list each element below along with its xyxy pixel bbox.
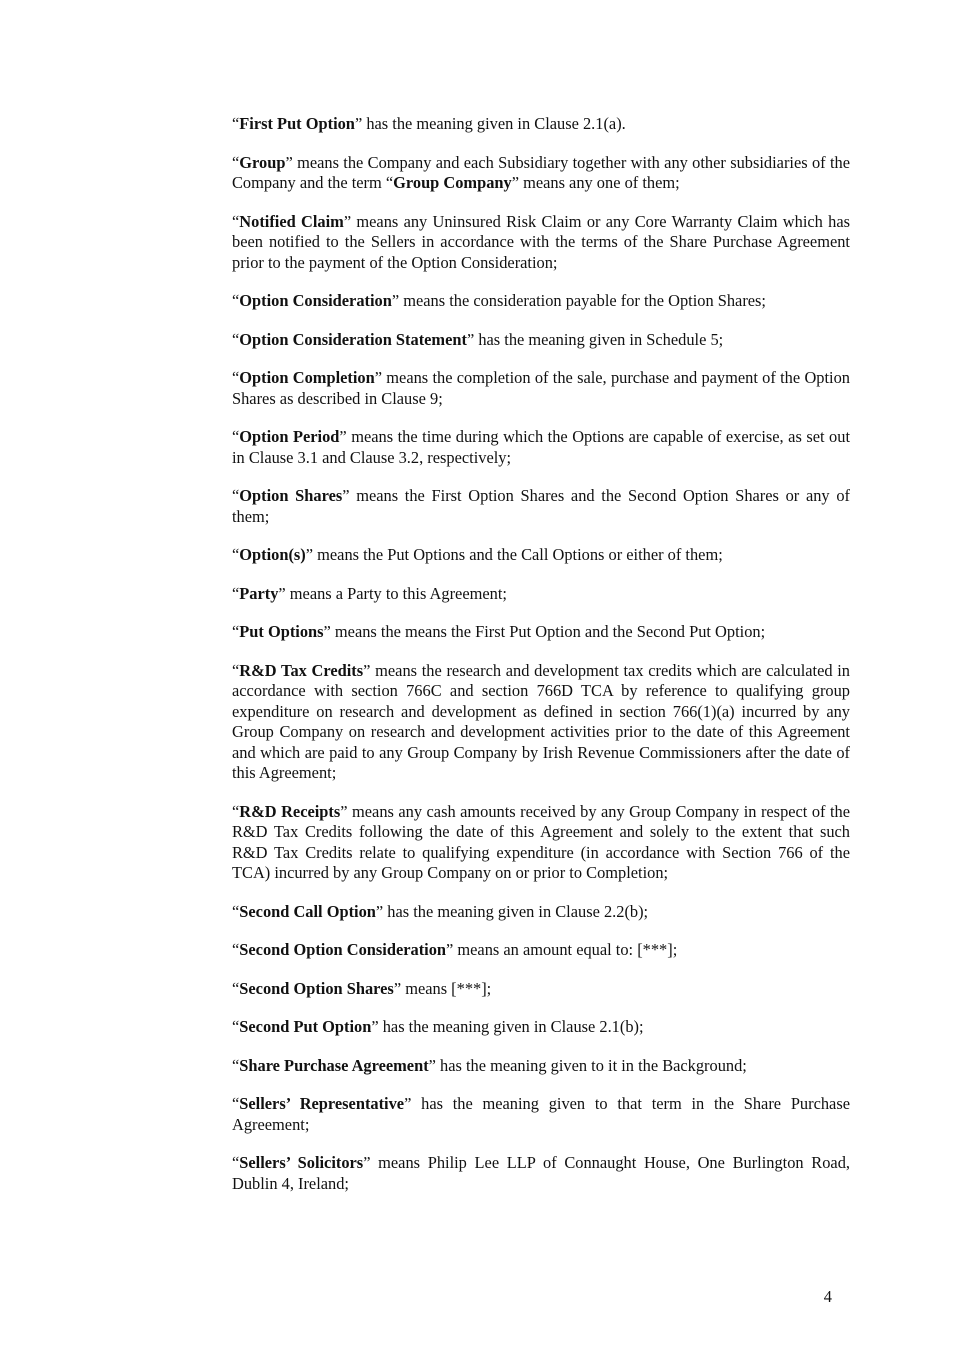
defined-term: Second Option Consideration [239,940,447,959]
definition-text: means the First Option Shares and the Second Option Shares or any of them; [232,486,850,526]
definition-second-call-option: “Second Call Option” has the meaning given in Clause 2.2(b); [232,901,649,921]
definition-text: means any Uninsured Risk Claim or any Core Warranty Claim which has been notified to the Sellers in accordance with the terms of the Share Purchase Agreement prior to the payment of the Option Consideration; [232,211,850,272]
definition-sellers-solicitors: “Sellers’ Solicitors” means Philip Lee LLP of Connaught House, One Burlington Road, Dublin 4, Ireland; [232,1153,850,1193]
definition-text: has the meaning given to it in the Background; [435,1055,747,1075]
definition-first-put-option: “First Put Option” has the meaning given in Clause 2.1(a). [232,114,626,133]
definition-notified-claim: “Notified Claim” means any Uninsured Risk Claim or any Core Warranty Claim which has been notified to the Sellers in accordance with the terms of the Share Purchase Agreement prior to the payment of the Option Consideration; [232,211,850,272]
definition-text: has the meaning given in Clause 2.1(a). [362,114,626,133]
definition-option-consideration-statement: “Option Consideration Statement” has the meaning given in Schedule 5; [232,329,724,349]
defined-term: Option Completion [239,368,375,387]
definition-text: means a Party to this Agreement; [285,583,507,603]
defined-term: Option Shares [239,486,343,505]
defined-term: Put Options [239,622,324,641]
definition-text: has the meaning given to that term in the Share Purchase Agreement; [232,1094,850,1134]
definition-group: “Group” means the Company and each Subsidiary together with any other subsidiaries of the Company and the term “Group Company” means any one of them; [232,152,850,192]
defined-term: Share Purchase Agreement [239,1055,429,1075]
definition-second-option-consideration: “Second Option Consideration” means an amount equal to: [***]; [232,940,678,959]
definition-text: means [***]; [401,978,492,998]
defined-term: Option Consideration [239,291,392,310]
defined-term: Notified Claim [239,211,344,231]
definition-text: means the Put Options and the Call Options or either of them; [313,545,723,564]
defined-term: First Put Option [239,114,355,133]
definition-text: means the completion of the sale, purchase and payment of the Option Shares as described in Clause 9; [232,368,850,408]
defined-term: Second Call Option [239,901,376,921]
definition-options: “Option(s)” means the Put Options and the Call Options or either of them; [232,545,723,564]
definition-text: means the Company and each Subsidiary together with any other subsidiaries of the Company and the term “ [232,152,850,192]
defined-term: Option Period [239,427,340,446]
definition-text: has the meaning given in Clause 2.1(b); [378,1017,644,1036]
definition-text: means an amount equal to: [***]; [453,940,678,959]
defined-term: Sellers’ Representative [239,1094,405,1113]
definition-text: has the meaning given in Schedule 5; [474,329,724,349]
defined-term: Second Put Option [239,1017,372,1036]
defined-term: Group [239,152,286,172]
defined-term: Second Option Shares [239,978,394,998]
defined-term: R&D Tax Credits [239,660,364,680]
defined-term: Party [239,583,279,603]
definition-rd-tax-credits: “R&D Tax Credits” means the research and development tax credits which are calculated in accordance with section 766C and section 766D TCA by reference to qualifying group expenditure on research and development as defined in section 766(1)(a) incurred by any Group Company on research and development activities prior to the date of this Agreement and which are paid to any Group Company by Irish Revenue Commissioners after the date of this Agreement; [232,660,851,782]
definition-text: means the means the First Put Option and the Second Put Option; [330,622,766,641]
defined-term: Option Consideration Statement [239,329,467,349]
defined-term-secondary: Group Company [393,173,512,192]
definition-option-consideration: “Option Consideration” means the consideration payable for the Option Shares; [232,291,766,310]
definition-option-period: “Option Period” means the time during which the Options are capable of exercise, as set out in Clause 3.1 and Clause 3.2, respectively; [232,427,850,467]
definition-put-options: “Put Options” means the means the First Put Option and the Second Put Option; [232,622,766,641]
definition-party: “Party” means a Party to this Agreement; [232,583,507,603]
definition-text-continued: ” means any one of them; [511,173,680,192]
definition-text: means the research and development tax credits which are calculated in accordance with section 766C and section 766D TCA by reference to qualifying group expenditure on research and development as defined in section 766(1)(a) incurred by any Group Company on research and development activities prior to the date of this Agreement and which are paid to any Group Company by Irish Revenue Commissioners after the date of this Agreement; [232,660,851,782]
definition-text: means any cash amounts received by any Group Company in respect of the R&D Tax Credits following the date of this Agreement and solely to the extent that such R&D Tax Credits relate to qualifying expenditure (in accordance with Section 766 of the TCA) incurred by any Group Company on or prior to Completion; [232,801,850,882]
definition-text: means the consideration payable for the Option Shares; [399,291,766,310]
definition-text: has the meaning given in Clause 2.2(b); [383,901,649,921]
definition-rd-receipts: “R&D Receipts” means any cash amounts received by any Group Company in respect of the R&D Tax Credits following the date of this Agreement and solely to the extent that such R&D Tax Credits relate to qualifying expenditure (in accordance with Section 766 of the TCA) incurred by any Group Company on or prior to Completion; [232,801,850,882]
definition-text: means the time during which the Options are capable of exercise, as set out in Clause 3.1 and Clause 3.2, respectively; [232,427,850,467]
page-number: 4 [823,1287,832,1306]
definition-option-shares: “Option Shares” means the First Option Shares and the Second Option Shares or any of them; [232,486,850,526]
document-page [232,114,850,1212]
definition-text: means Philip Lee LLP of Connaught House, One Burlington Road, Dublin 4, Ireland; [232,1153,850,1193]
defined-term: Option(s) [239,545,306,564]
definition-second-put-option: “Second Put Option” has the meaning given in Clause 2.1(b); [232,1017,644,1036]
definition-second-option-shares: “Second Option Shares” means [***]; [232,978,492,998]
definition-share-purchase-agreement: “Share Purchase Agreement” has the meaning given to it in the Background; [232,1055,747,1075]
definition-option-completion: “Option Completion” means the completion of the sale, purchase and payment of the Option Shares as described in Clause 9; [232,368,850,408]
defined-term: R&D Receipts [239,801,341,821]
definition-sellers-representative: “Sellers’ Representative” has the meaning given to that term in the Share Purchase Agreement; [232,1094,850,1134]
defined-term: Sellers’ Solicitors [239,1153,364,1172]
